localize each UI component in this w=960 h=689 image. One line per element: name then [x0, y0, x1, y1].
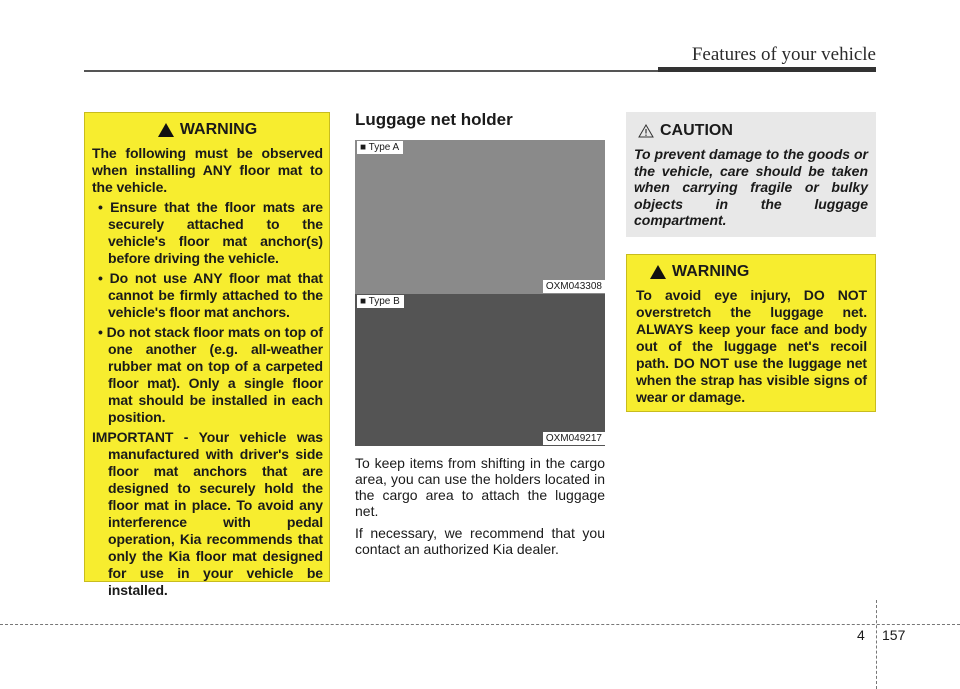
warning-important-note: IMPORTANT - Your vehicle was manufactured with driver's side floor mat anchors that are designed to securely hold the floor mat in place. To avoid any interference with pedal operation, Kia recommends that only the Kia floor mat designed for use in your vehicle be installed.: [92, 429, 323, 598]
warning-heading: [92, 121, 323, 139]
footer-divider: [876, 600, 877, 689]
luggage-net-warning-box: [626, 254, 876, 412]
floor-mat-warning-box: [84, 112, 330, 598]
warning-intro: The following must be observed when installing ANY floor mat to the vehicle.: [92, 145, 323, 195]
page-header-title: Features of your vehicle: [691, 44, 876, 65]
chapter-number: 4: [857, 627, 865, 643]
body-paragraph: If necessary, we recommend that you contact an authorized Kia dealer.: [355, 525, 605, 557]
caution-triangle-icon: [638, 124, 654, 138]
warning-bullet: • Ensure that the floor mats are securely attached to the vehicle's floor mat anchor(s) before driving the vehicle.: [98, 199, 323, 266]
figure-type-a: [355, 140, 605, 294]
warning-heading: [650, 263, 867, 281]
warning-triangle-icon: [650, 265, 666, 279]
figure-type-label: ■ Type B: [357, 295, 404, 308]
luggage-net-section: [355, 108, 605, 563]
figure-type-b: [355, 294, 605, 446]
warning-title: WARNING: [672, 263, 750, 280]
figure-code: OXM043308: [543, 280, 605, 293]
caution-box: [626, 112, 876, 237]
figure-code: OXM049217: [543, 432, 605, 445]
caution-text: To prevent damage to the goods or the vehicle, care should be taken when carrying fragile or bulky objects in the luggage compartment.: [634, 146, 868, 228]
figure-type-label: ■ Type A: [357, 141, 403, 154]
page-number: 157: [882, 627, 906, 643]
warning-title: WARNING: [179, 121, 258, 138]
warning-text: To avoid eye injury, DO NOT overstretch the luggage net. ALWAYS keep your face and body out of the luggage net's recoil path. DO NOT use the luggage net when the strap has visible signs of wear or damage.: [636, 287, 867, 405]
caution-title: CAUTION: [660, 122, 733, 139]
warning-triangle-icon: [158, 123, 174, 137]
warning-bullet: • Do not use ANY floor mat that cannot be firmly attached to the vehicle's floor mat anchors.: [98, 270, 323, 320]
header-rule-accent: [658, 67, 876, 72]
footer-rule: [0, 624, 960, 625]
caution-heading: [638, 122, 868, 140]
warning-bullet: • Do not stack floor mats on top of one another (e.g. all-weather rubber mat on top of a carpeted floor mat). Only a single floor mat should be installed in each position.: [98, 324, 323, 425]
section-title: Luggage net holder: [355, 110, 513, 129]
body-paragraph: To keep items from shifting in the cargo area, you can use the holders located in the cargo area to attach the luggage net.: [355, 455, 605, 519]
